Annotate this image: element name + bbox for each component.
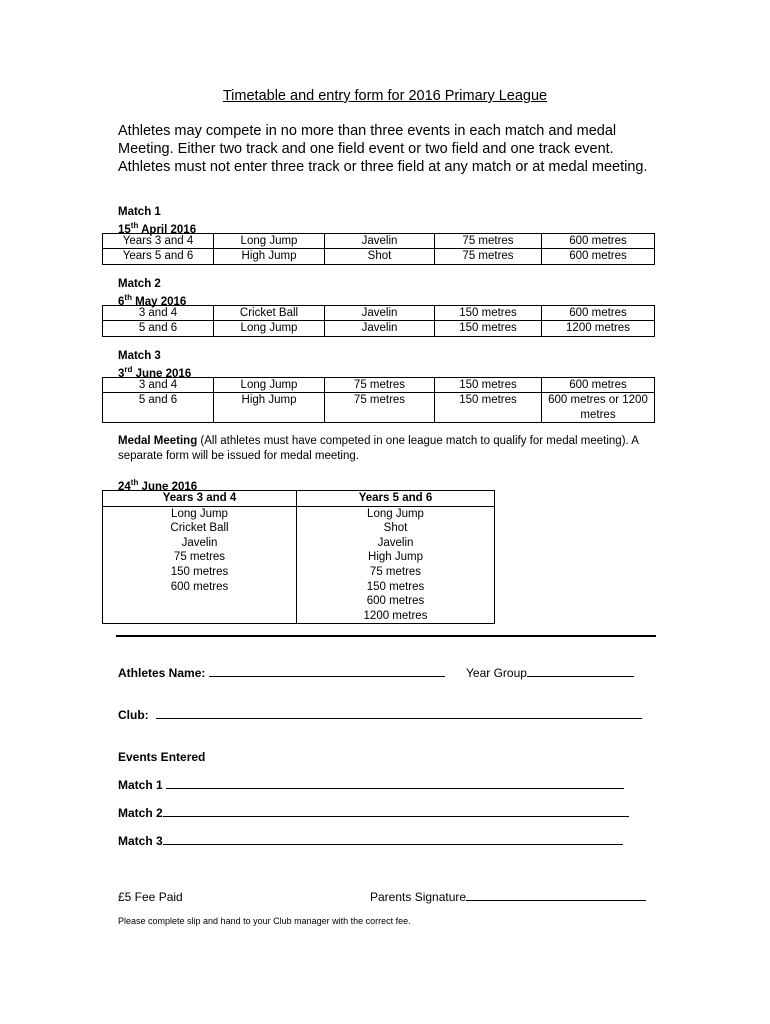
match-2-label: Match 2 (118, 806, 163, 820)
divider (116, 635, 656, 637)
table-row (103, 321, 655, 336)
table-cell: High Jump (297, 550, 495, 565)
athlete-name-field[interactable] (209, 666, 445, 677)
table-cell: Shot (297, 521, 495, 536)
athlete-name-label: Athletes Name: (118, 666, 206, 680)
table-cell: Javelin (325, 321, 435, 336)
medal-meeting-date: 24th June 2016 (118, 478, 198, 493)
table-row (103, 565, 495, 580)
table-row (103, 378, 655, 393)
table-cell: High Jump (214, 393, 325, 423)
match-date: 3rd June 2016 (118, 365, 192, 380)
match-name: Match 1 (118, 206, 161, 218)
footnote: Please complete slip and hand to your Club manager with the correct fee. (118, 916, 411, 926)
table-cell: 3 and 4 (103, 306, 214, 321)
match-date: 6th May 2016 (118, 293, 187, 308)
year-group-label: Year Group (466, 666, 527, 680)
table-cell: 75 metres (325, 393, 435, 423)
table-cell: 5 and 6 (103, 393, 214, 423)
table-cell: 600 metres or 1200 metres (542, 393, 655, 423)
club-label: Club: (118, 708, 149, 722)
events-entered-heading: Events Entered (118, 750, 206, 764)
table-cell: 600 metres (542, 234, 655, 249)
table-cell: 150 metres (435, 306, 542, 321)
table-cell: 600 metres (297, 594, 495, 609)
medal-meeting-label: Medal Meeting (118, 435, 198, 447)
match-2-row (118, 806, 629, 820)
match-3-row (118, 834, 623, 848)
table-cell: Long Jump (214, 321, 325, 336)
table-cell (103, 594, 297, 609)
match-1-field[interactable] (166, 778, 624, 789)
table-cell: Javelin (103, 536, 297, 551)
table-row (103, 594, 495, 609)
intro-paragraph: Athletes may compete in no more than three events in each match and medal Meeting. Either two track and one field event or two field and one track event. Athletes must not enter three track or three field at any match or at medal meeting. (118, 123, 648, 175)
table-cell: 1200 metres (297, 609, 495, 624)
table-cell: Long Jump (297, 506, 495, 521)
table-cell: Cricket Ball (103, 521, 297, 536)
table-cell: 3 and 4 (103, 378, 214, 393)
table-cell: Javelin (297, 536, 495, 551)
table-cell: 75 metres (435, 234, 542, 249)
table-cell: 1200 metres (542, 321, 655, 336)
header-years-5-6: Years 5 and 6 (297, 491, 495, 507)
table-cell: 150 metres (435, 321, 542, 336)
medal-meeting-text: (All athletes must have competed in one league match to qualify for medal meeting). A separate form will be issued for medal meeting. (118, 435, 639, 462)
table-cell: 600 metres (542, 306, 655, 321)
table-row (103, 609, 495, 624)
match-3-table (102, 377, 655, 423)
table-row (103, 234, 655, 249)
match-name: Match 3 (118, 350, 161, 362)
table-cell: Long Jump (103, 506, 297, 521)
athlete-name-row (118, 666, 445, 680)
match-2-table (102, 305, 655, 337)
table-cell: 150 metres (435, 393, 542, 423)
table-row (103, 506, 495, 521)
match-3-field[interactable] (163, 834, 623, 845)
table-cell: Cricket Ball (214, 306, 325, 321)
fee-paid-label: £5 Fee Paid (118, 890, 183, 904)
table-row (103, 536, 495, 551)
table-cell: Years 3 and 4 (103, 234, 214, 249)
match-1-table (102, 233, 655, 265)
table-row (103, 550, 495, 565)
medal-meeting-note (118, 434, 658, 464)
table-cell: Javelin (325, 234, 435, 249)
table-cell: Javelin (325, 306, 435, 321)
table-cell: High Jump (214, 249, 325, 264)
year-group-row (466, 666, 634, 680)
table-row (103, 306, 655, 321)
table-cell: 75 metres (435, 249, 542, 264)
table-header-row (103, 491, 495, 507)
table-cell: 600 metres (542, 249, 655, 264)
table-cell: 5 and 6 (103, 321, 214, 336)
table-cell: 75 metres (325, 378, 435, 393)
table-cell: Shot (325, 249, 435, 264)
header-years-3-4: Years 3 and 4 (103, 491, 297, 507)
table-cell: 600 metres (103, 580, 297, 595)
club-field[interactable] (156, 708, 642, 719)
year-group-field[interactable] (527, 666, 634, 677)
table-cell: Long Jump (214, 234, 325, 249)
parents-signature-label: Parents Signature (370, 890, 467, 904)
table-cell: 150 metres (435, 378, 542, 393)
match-1-label: Match 1 (118, 778, 163, 792)
match-1-row (118, 778, 624, 792)
table-cell: Years 5 and 6 (103, 249, 214, 264)
table-row (103, 393, 655, 423)
table-row (103, 249, 655, 264)
match-date: 15th April 2016 (118, 221, 197, 236)
club-row (118, 708, 642, 722)
table-cell (103, 609, 297, 624)
table-row (103, 580, 495, 595)
match-2-field[interactable] (163, 806, 629, 817)
medal-meeting-table (102, 490, 495, 624)
table-cell: Long Jump (214, 378, 325, 393)
page-title: Timetable and entry form for 2016 Primary League (222, 88, 548, 104)
match-name: Match 2 (118, 278, 161, 290)
table-cell: 600 metres (542, 378, 655, 393)
parents-signature-field[interactable] (466, 890, 646, 901)
table-cell: 150 metres (297, 580, 495, 595)
table-cell: 150 metres (103, 565, 297, 580)
match-3-label: Match 3 (118, 834, 163, 848)
table-cell: 75 metres (103, 550, 297, 565)
parents-signature-row (370, 890, 646, 904)
table-row (103, 521, 495, 536)
table-cell: 75 metres (297, 565, 495, 580)
